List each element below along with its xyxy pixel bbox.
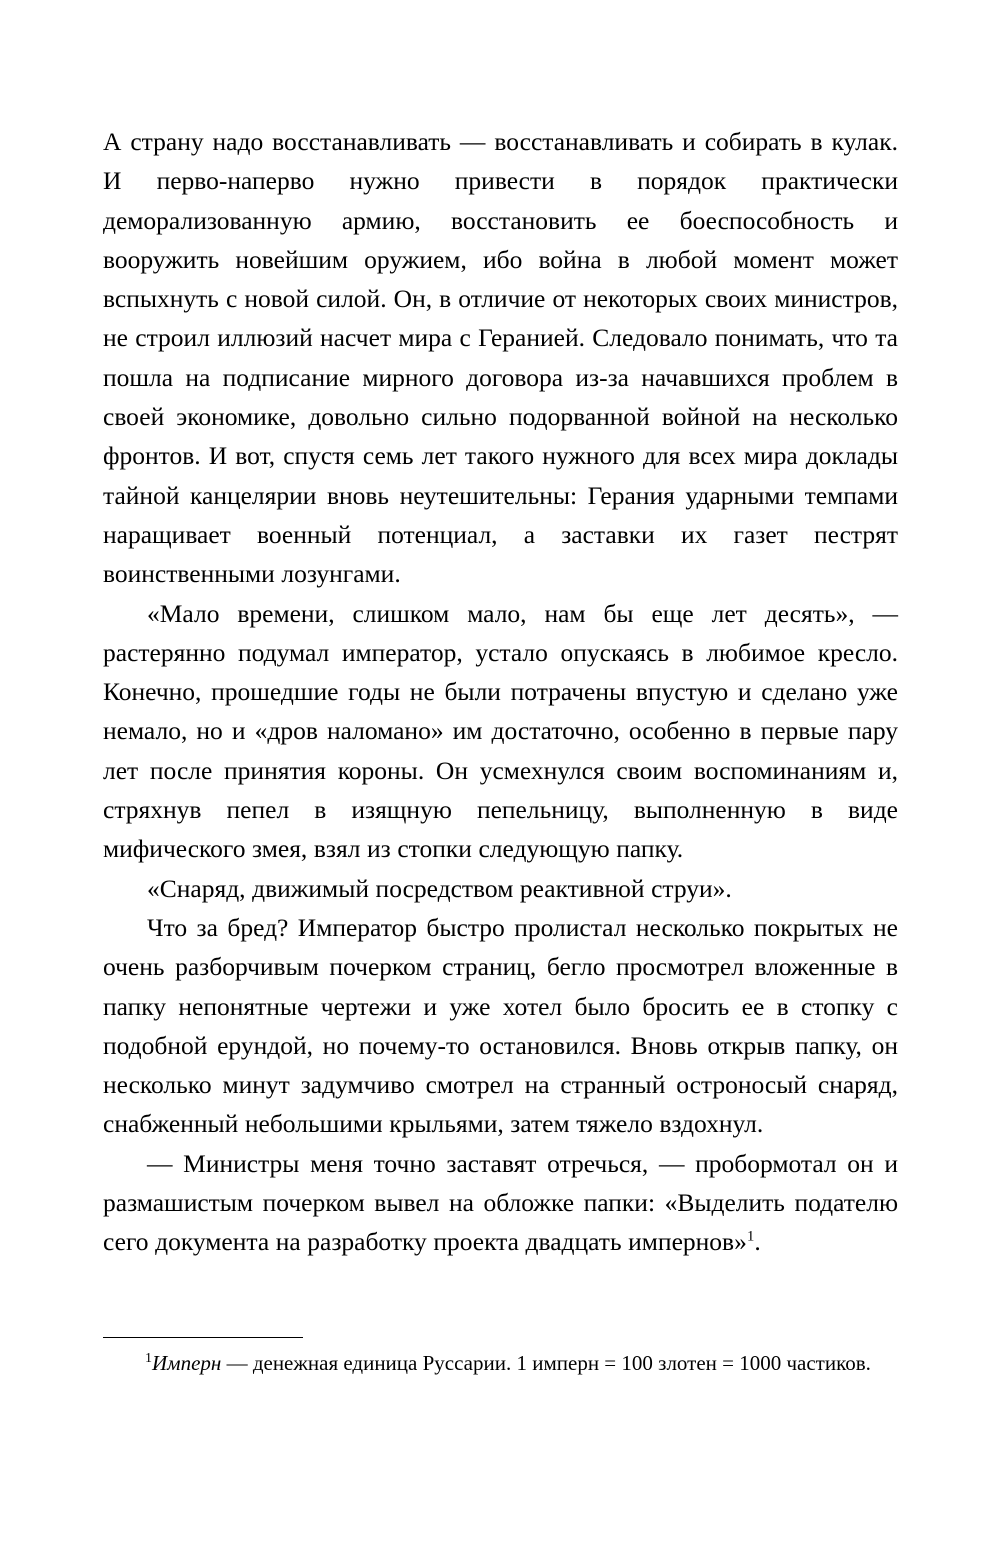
paragraph-text: — Министры меня точно заставят отречься, — пробормотал он и размашистым почерком вывел на обложке папки: «Выделить подателю сего документа на разработку проекта двадцать импернов» [103, 1148, 898, 1257]
footnote-definition: — денежная единица Руссарии. 1 имперн = 100 злотен = 1000 частиков. [221, 1351, 871, 1375]
body-text-column [103, 122, 898, 1262]
footnote [103, 1348, 898, 1379]
footnote-term: Имперн [152, 1351, 222, 1375]
paragraph: Что за бред? Император быстро пролистал несколько покрытых не очень разборчивым почерком страниц, бегло просмотрел вложенные в папку непонятные чертежи и уже хотел было бросить ее в стопку с подобной ерундой, но почему-то остановился. Вновь открыв папку, он несколько минут задумчиво смотрел на странный остроносый снаряд, снабженный небольшими крыльями, затем тяжело вздохнул. [103, 912, 898, 1139]
footnote-area [103, 1337, 898, 1379]
paragraph-with-footnote-reference [103, 1144, 898, 1262]
paragraph: «Снаряд, движимый посредством реактивной струи». [147, 873, 732, 903]
footnote-reference-marker[interactable]: 1 [746, 1228, 755, 1245]
paragraph: «Мало времени, слишком мало, нам бы еще лет десять», — растерянно подумал император, устало опускаясь в любимое кресло. Конечно, прошедшие годы не были потрачены впустую и сделано уже немало, но и «дров наломано» им достаточно, особенно в первые пару лет после принятия короны. Он усмехнулся своим воспоминаниям и, стряхнув пепел в изящную пепельницу, выполненную в виде мифического змея, взял из стопки следующую папку. [103, 598, 898, 864]
paragraph-text-tail: . [754, 1227, 761, 1257]
footnote-separator-rule [103, 1337, 303, 1338]
footnote-marker: 1 [145, 1351, 152, 1366]
paragraph: А страну надо восстанавливать — восстанавливать и собирать в кулак. И перво-наперво нужно привести в порядок практически деморализованную армию, восстановить ее боеспособность и вооружить новейшим оружием, ибо война в любой момент может вспыхнуть с новой силой. Он, в отличие от некоторых своих министров, не строил иллюзий насчет мира с Геранией. Следовало понимать, что та пошла на подписание мирного договора из-за начавшихся проблем в своей экономике, довольно сильно подорванной войной на несколько фронтов. И вот, спустя семь лет такого нужного для всех мира доклады тайной канцелярии вновь неутешительны: Герания ударными темпами наращивает военный потенциал, а заставки их газет пестрят воинственными лозунгами. [103, 127, 898, 589]
